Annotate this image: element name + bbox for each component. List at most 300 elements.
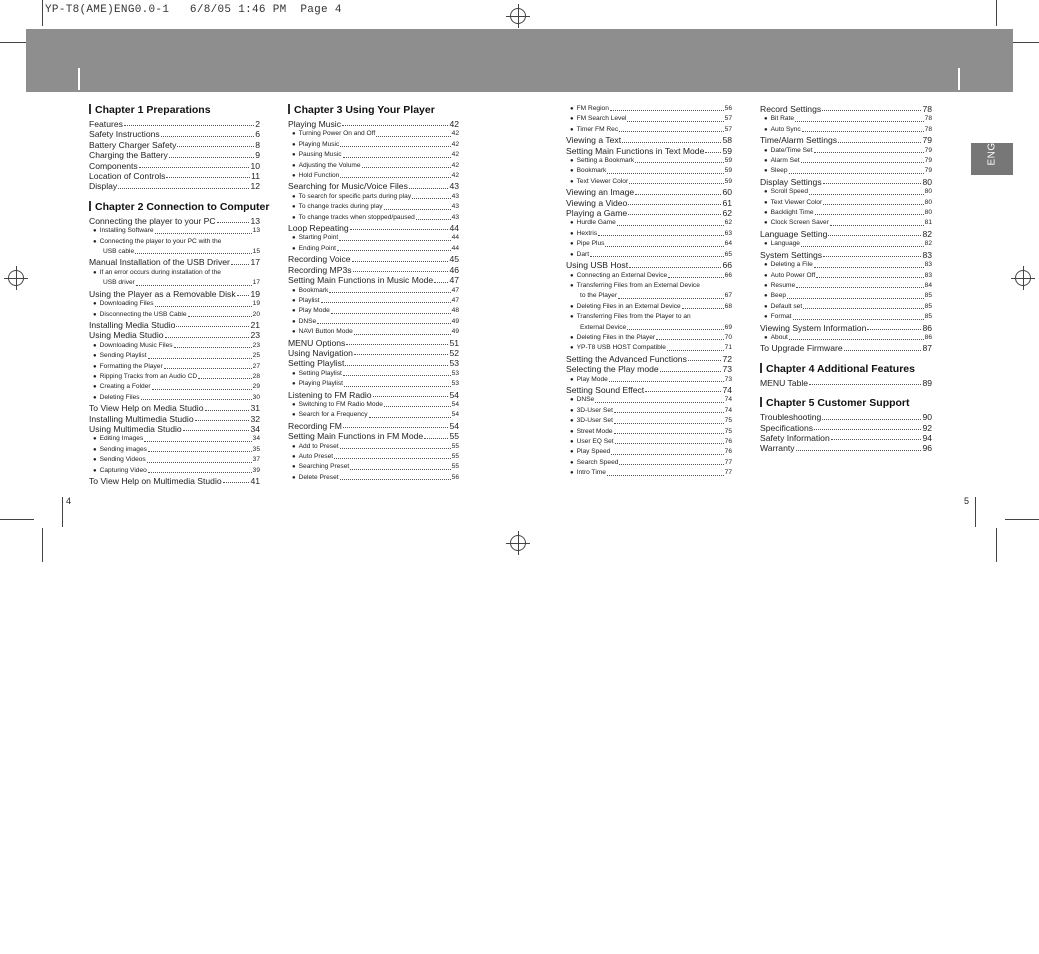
- toc-page-number: 59: [724, 167, 732, 175]
- toc-entry-title: Features: [89, 119, 123, 129]
- toc-entry-title: Safety Information: [760, 432, 830, 443]
- leader-dots: [809, 384, 921, 385]
- toc-page-number: 94: [922, 432, 932, 443]
- toc-entry[interactable]: [288, 421, 459, 431]
- toc-entry-title: Searching for Music/Voice Files: [288, 181, 408, 192]
- leader-dots: [343, 157, 451, 158]
- toc-page-number: 28: [252, 372, 260, 380]
- leader-dots: [802, 131, 924, 132]
- crop-mark: [975, 497, 976, 527]
- toc-entry-title: ● Deleting Files in the Player: [570, 333, 655, 343]
- toc-entry-title: ● Text Viewer Color: [570, 177, 628, 187]
- toc-entry[interactable]: [288, 338, 459, 348]
- chapter-heading: [89, 200, 270, 213]
- leader-dots: [198, 378, 252, 379]
- toc-entry[interactable]: [760, 423, 932, 433]
- leader-dots: [809, 194, 924, 195]
- toc-entry[interactable]: [288, 275, 459, 285]
- toc-page-number: 43: [449, 181, 459, 192]
- toc-subentry[interactable]: [89, 362, 260, 372]
- toc-entry[interactable]: [89, 424, 260, 434]
- toc-entry[interactable]: [288, 348, 459, 358]
- toc-entry[interactable]: [89, 476, 260, 486]
- chapter-marker: [89, 201, 91, 211]
- toc-entry[interactable]: [760, 433, 932, 443]
- toc-subentry[interactable]: [566, 323, 732, 333]
- toc-subentry[interactable]: [566, 166, 732, 176]
- toc-page-number: 42: [449, 119, 459, 129]
- toc-page-number: 53: [449, 358, 459, 369]
- toc-subentry[interactable]: [288, 306, 459, 316]
- leader-dots: [622, 142, 721, 143]
- toc-page-number: 13: [252, 227, 260, 235]
- chapter-marker: [89, 104, 91, 114]
- toc-subentry[interactable]: [566, 177, 732, 187]
- toc-entry-title: Recording FM: [288, 420, 342, 431]
- toc-entry-title: Troubleshooting: [760, 412, 822, 423]
- print-header: YP-T8(AME)ENG0.0-1 6/8/05 1:46 PM Page 4: [45, 4, 342, 16]
- toc-page-number: 6: [255, 129, 260, 140]
- toc-entry[interactable]: [89, 119, 260, 129]
- toc-entry-title: Viewing a Video: [566, 197, 628, 208]
- toc-entry[interactable]: [566, 146, 732, 156]
- toc-entry[interactable]: [89, 403, 260, 413]
- toc-page-number: 59: [724, 157, 732, 165]
- toc-page-number: 65: [724, 250, 732, 258]
- toc-subentry[interactable]: [288, 452, 459, 462]
- toc-subentry[interactable]: [760, 291, 932, 301]
- toc-subentry[interactable]: [760, 239, 932, 249]
- toc-entry-title: ● To change tracks when stopped/paused: [292, 213, 415, 223]
- toc-page-number: 85: [924, 292, 932, 300]
- toc-entry[interactable]: [89, 330, 260, 340]
- toc-page-number: 59: [722, 145, 732, 156]
- toc-subentry[interactable]: [89, 372, 260, 382]
- toc-page-number: 67: [724, 292, 732, 300]
- leader-dots: [823, 204, 923, 205]
- toc-page-number: 54: [451, 400, 459, 408]
- toc-subentry[interactable]: [288, 129, 459, 139]
- toc-entry-title: Using Media Studio: [89, 330, 164, 341]
- toc-subentry[interactable]: [566, 291, 732, 301]
- leader-dots: [614, 423, 724, 424]
- toc-subentry[interactable]: [566, 218, 732, 228]
- toc-entry[interactable]: [760, 323, 932, 333]
- toc-page-number: 55: [451, 453, 459, 460]
- toc-subentry[interactable]: [760, 333, 932, 343]
- toc-subentry[interactable]: [760, 271, 932, 281]
- page-number-right: 5: [964, 496, 970, 506]
- leader-dots: [667, 350, 724, 351]
- leader-dots: [795, 121, 924, 122]
- leader-dots: [144, 441, 251, 442]
- toc-entry-title: ● FM Region: [570, 104, 609, 114]
- toc-page-number: 79: [924, 146, 932, 154]
- toc-entry[interactable]: [288, 119, 459, 129]
- toc-subentry[interactable]: [288, 161, 459, 171]
- toc-subentry-line: ● Transferring Files from an External Device: [566, 281, 732, 291]
- toc-entry[interactable]: [566, 354, 732, 364]
- toc-entry[interactable]: [89, 216, 260, 226]
- toc-page-number: 49: [451, 317, 459, 325]
- toc-entry-title: ● Street Mode: [570, 427, 613, 437]
- leader-dots: [343, 427, 448, 428]
- toc-subentry[interactable]: [566, 375, 732, 385]
- toc-subentry[interactable]: [89, 445, 260, 455]
- toc-page-number: 34: [250, 423, 260, 434]
- toc-page-number: 74: [722, 384, 732, 395]
- toc-entry-title: ● Starting Point: [292, 233, 338, 243]
- leader-dots: [350, 229, 449, 230]
- leader-dots: [152, 389, 252, 390]
- toc-entry[interactable]: [89, 140, 260, 150]
- toc-subentry[interactable]: [288, 410, 459, 420]
- leader-dots: [629, 267, 721, 268]
- toc-subentry[interactable]: [288, 192, 459, 202]
- toc-entry[interactable]: [760, 378, 932, 388]
- toc-entry[interactable]: [566, 260, 732, 270]
- chapter-title: Chapter 4 Additional Features: [766, 362, 915, 375]
- toc-entry[interactable]: [760, 343, 932, 353]
- toc-page-number: 55: [451, 442, 459, 450]
- leader-dots: [796, 287, 923, 288]
- toc-subentry[interactable]: [288, 296, 459, 306]
- leader-dots: [611, 454, 723, 455]
- toc-entry-title: MENU Table: [760, 377, 809, 388]
- toc-page-number: 79: [922, 135, 932, 146]
- toc-subentry[interactable]: [89, 310, 260, 320]
- toc-entry-title: Installing Media Studio: [89, 319, 176, 330]
- toc-entry-title: External Device: [580, 323, 627, 331]
- toc-entry[interactable]: [760, 412, 932, 422]
- crop-mark: [62, 497, 63, 527]
- toc-page-number: 81: [924, 219, 932, 227]
- toc-subentry[interactable]: [288, 473, 459, 483]
- toc-entry-title: ● Deleting Files in an External Device: [570, 302, 681, 312]
- toc-subentry[interactable]: [566, 447, 732, 457]
- toc-subentry-line: ● Transferring Files from the Player to an: [566, 312, 732, 322]
- toc-subentry[interactable]: [566, 458, 732, 468]
- toc-subentry[interactable]: [89, 382, 260, 392]
- toc-page-number: 20: [252, 310, 260, 318]
- toc-entry[interactable]: [288, 254, 459, 264]
- toc-entry[interactable]: [89, 129, 260, 139]
- toc-page-number: 17: [252, 279, 260, 287]
- toc-page-number: 2: [255, 119, 260, 129]
- registration-mark-icon: [506, 531, 530, 555]
- toc-entry[interactable]: [89, 414, 260, 424]
- leader-dots: [614, 433, 724, 434]
- language-tab-label: ENG: [986, 142, 998, 166]
- leader-dots: [838, 142, 921, 143]
- toc-subentry[interactable]: [566, 271, 732, 281]
- leader-dots: [169, 157, 254, 158]
- toc-subentry[interactable]: [566, 125, 732, 135]
- leader-dots: [705, 152, 721, 153]
- toc-page-number: 83: [924, 271, 932, 279]
- toc-page-number: 77: [724, 458, 732, 466]
- toc-page-number: 84: [924, 281, 932, 289]
- toc-page-number: 44: [451, 244, 459, 252]
- toc-subentry[interactable]: [288, 462, 459, 472]
- toc-subentry[interactable]: [566, 333, 732, 343]
- toc-entry[interactable]: [566, 364, 732, 374]
- crop-mark: [1005, 519, 1039, 520]
- toc-page-number: 13: [250, 215, 260, 226]
- toc-entry-title: ● NAVI Button Mode: [292, 327, 353, 337]
- toc-subentry[interactable]: [288, 286, 459, 296]
- leader-dots: [346, 344, 448, 345]
- toc-subentry[interactable]: [760, 302, 932, 312]
- toc-page-number: 56: [451, 473, 459, 481]
- toc-subentry[interactable]: [760, 218, 932, 228]
- toc-entry[interactable]: [89, 171, 260, 181]
- toc-subentry[interactable]: [566, 229, 732, 239]
- toc-entry[interactable]: [760, 177, 932, 187]
- toc-subentry[interactable]: [288, 233, 459, 243]
- toc-entry-title: ● Play Mode: [292, 306, 330, 316]
- toc-subentry[interactable]: [288, 400, 459, 410]
- toc-subentry[interactable]: [760, 114, 932, 124]
- language-tab: [971, 143, 1013, 175]
- toc-page-number: 57: [724, 125, 732, 133]
- toc-page-number: 54: [449, 420, 459, 431]
- leader-dots: [590, 256, 724, 257]
- toc-page-number: 66: [724, 271, 732, 279]
- toc-entry[interactable]: [760, 135, 932, 145]
- toc-page-number: 27: [252, 362, 260, 370]
- toc-subentry[interactable]: [288, 213, 459, 223]
- leader-dots: [353, 271, 449, 272]
- leader-dots: [816, 277, 923, 278]
- toc-subentry[interactable]: [288, 442, 459, 452]
- toc-page-number: 64: [724, 240, 732, 248]
- toc-page-number: 12: [250, 181, 260, 192]
- leader-dots: [174, 347, 252, 348]
- leader-dots: [831, 439, 922, 440]
- toc-entry[interactable]: [288, 358, 459, 368]
- toc-page-number: 83: [924, 261, 932, 269]
- toc-subentry[interactable]: [566, 114, 732, 124]
- leader-dots: [321, 302, 451, 303]
- toc-entry-title: To Upgrade Firmware: [760, 343, 843, 354]
- toc-entry-title: ● YP-T8 USB HOST Compatible: [570, 343, 666, 353]
- toc-entry-title: ● Bookmark: [570, 166, 606, 176]
- toc-entry-title: ● DNSe: [292, 317, 316, 327]
- toc-entry-title: Playing Music: [288, 119, 342, 129]
- toc-entry[interactable]: [566, 187, 732, 197]
- toc-page-number: 80: [922, 176, 932, 187]
- toc-subentry[interactable]: [288, 202, 459, 212]
- toc-entry[interactable]: [89, 289, 260, 299]
- toc-page-number: 52: [449, 347, 459, 358]
- toc-entry-title: ● Language: [764, 239, 800, 249]
- toc-subentry[interactable]: [760, 125, 932, 135]
- toc-page-number: 42: [451, 140, 459, 148]
- leader-dots: [615, 443, 724, 444]
- leader-dots: [354, 354, 448, 355]
- toc-entry-title: ● User EQ Set: [570, 437, 614, 447]
- toc-subentry[interactable]: [288, 140, 459, 150]
- chapter-title: Chapter 5 Customer Support: [766, 397, 910, 410]
- toc-entry-title: ● To change tracks during play: [292, 202, 383, 212]
- toc-entry[interactable]: [566, 385, 732, 395]
- leader-dots: [619, 464, 723, 465]
- toc-subentry[interactable]: [288, 317, 459, 327]
- toc-subentry[interactable]: [566, 468, 732, 478]
- toc-subentry[interactable]: [288, 171, 459, 181]
- leader-dots: [337, 250, 451, 251]
- toc-subentry[interactable]: [760, 156, 932, 166]
- toc-entry[interactable]: [566, 198, 732, 208]
- toc-entry-title: ● Playing Playlist: [292, 379, 343, 389]
- toc-entry-title: Using USB Host: [566, 260, 629, 271]
- toc-subentry[interactable]: [89, 341, 260, 351]
- leader-dots: [344, 386, 451, 387]
- toc-entry-title: Charging the Battery: [89, 150, 168, 161]
- toc-entry-title: ● Clock Screen Saver: [764, 218, 829, 228]
- toc-entry-title: ● Connecting an External Device: [570, 271, 667, 281]
- toc-subentry[interactable]: [288, 327, 459, 337]
- leader-dots: [688, 360, 722, 361]
- toc-subentry[interactable]: [760, 187, 932, 197]
- leader-dots: [867, 329, 921, 330]
- toc-subentry[interactable]: [288, 379, 459, 389]
- toc-subentry[interactable]: [760, 312, 932, 322]
- toc-subentry[interactable]: [89, 278, 260, 288]
- toc-entry[interactable]: [89, 181, 260, 191]
- toc-entry[interactable]: [89, 320, 260, 330]
- leader-dots: [803, 308, 924, 309]
- leader-dots: [635, 194, 721, 195]
- leader-dots: [656, 339, 724, 340]
- toc-entry-title: Specifications: [760, 422, 814, 433]
- toc-column-2: [288, 104, 459, 483]
- toc-entry[interactable]: [89, 161, 260, 171]
- leader-dots: [409, 188, 449, 189]
- toc-page-number: 48: [451, 307, 459, 315]
- toc-entry[interactable]: [760, 443, 932, 453]
- toc-entry[interactable]: [89, 150, 260, 160]
- registration-mark-icon: [506, 4, 530, 28]
- leader-dots: [195, 420, 250, 421]
- toc-subentry[interactable]: [566, 427, 732, 437]
- toc-entry[interactable]: [288, 181, 459, 191]
- toc-page-number: 72: [722, 353, 732, 364]
- toc-subentry[interactable]: [89, 299, 260, 309]
- toc-subentry[interactable]: [760, 146, 932, 156]
- toc-entry[interactable]: [288, 223, 459, 233]
- toc-entry[interactable]: [89, 257, 260, 267]
- toc-entry[interactable]: [288, 431, 459, 441]
- toc-subentry[interactable]: [288, 244, 459, 254]
- toc-subentry[interactable]: [566, 395, 732, 405]
- toc-entry[interactable]: [760, 229, 932, 239]
- toc-subentry[interactable]: [760, 198, 932, 208]
- chapter-marker: [760, 397, 762, 407]
- toc-page-number: 60: [722, 187, 732, 198]
- toc-entry-title: Playing a Game: [566, 208, 628, 219]
- toc-entry-title: ● Disconnecting the USB Cable: [93, 310, 187, 320]
- toc-subentry[interactable]: [566, 406, 732, 416]
- toc-entry-title: ● Play Speed: [570, 447, 610, 457]
- toc-subentry[interactable]: [760, 281, 932, 291]
- leader-dots: [424, 438, 448, 439]
- toc-subentry[interactable]: [89, 393, 260, 403]
- band-tick: [958, 68, 960, 90]
- toc-entry[interactable]: [288, 390, 459, 400]
- toc-page-number: 85: [924, 302, 932, 310]
- toc-page-number: 10: [250, 160, 260, 171]
- toc-subentry[interactable]: [288, 369, 459, 379]
- leader-dots: [124, 125, 254, 126]
- toc-subentry[interactable]: [89, 434, 260, 444]
- leader-dots: [823, 183, 922, 184]
- toc-entry-title: Battery Charger Safety: [89, 139, 177, 150]
- toc-subentry[interactable]: [89, 466, 260, 476]
- toc-subentry[interactable]: [760, 208, 932, 218]
- toc-entry-title: Location of Controls: [89, 171, 166, 182]
- toc-page-number: 42: [451, 172, 459, 180]
- toc-entry-title: to the Player: [580, 292, 618, 300]
- toc-entry[interactable]: [566, 135, 732, 145]
- toc-page-number: 55: [449, 431, 459, 442]
- toc-entry[interactable]: [760, 104, 932, 114]
- toc-entry[interactable]: [288, 265, 459, 275]
- toc-subentry[interactable]: [89, 226, 260, 236]
- leader-dots: [609, 381, 724, 382]
- toc-page-number: 80: [924, 209, 932, 217]
- toc-subentry[interactable]: [89, 247, 260, 257]
- toc-page-number: 47: [449, 275, 459, 286]
- leader-dots: [660, 371, 722, 372]
- toc-subentry[interactable]: [566, 239, 732, 249]
- leader-dots: [148, 358, 252, 359]
- toc-subentry[interactable]: [566, 250, 732, 260]
- toc-subentry[interactable]: [566, 302, 732, 312]
- toc-page-number: 47: [451, 296, 459, 304]
- leader-dots: [814, 152, 924, 153]
- toc-entry-title: ● Search for a Frequency: [292, 410, 368, 420]
- leader-dots: [223, 482, 250, 483]
- leader-dots: [801, 162, 924, 163]
- toc-entry[interactable]: [760, 250, 932, 260]
- leader-dots: [339, 240, 450, 241]
- toc-entry-title: ● Timer FM Rec: [570, 125, 618, 135]
- toc-subentry[interactable]: [566, 343, 732, 353]
- toc-page-number: 74: [724, 396, 732, 404]
- toc-page-number: 46: [449, 264, 459, 275]
- toc-subentry[interactable]: [760, 166, 932, 176]
- toc-entry[interactable]: [566, 208, 732, 218]
- toc-subentry[interactable]: [566, 156, 732, 166]
- toc-page-number: 87: [922, 343, 932, 354]
- toc-entry-title: ● Searching Preset: [292, 462, 349, 472]
- toc-entry-title: Using Navigation: [288, 347, 353, 358]
- leader-dots: [141, 399, 252, 400]
- chapter-title: Chapter 1 Preparations: [95, 104, 211, 116]
- toc-subentry[interactable]: [566, 104, 732, 114]
- toc-subentry[interactable]: [760, 260, 932, 270]
- toc-page-number: 85: [924, 313, 932, 321]
- toc-subentry[interactable]: [89, 351, 260, 361]
- toc-subentry[interactable]: [566, 437, 732, 447]
- toc-subentry[interactable]: [89, 455, 260, 465]
- toc-entry-title: ● Delete Preset: [292, 473, 339, 483]
- toc-subentry[interactable]: [288, 150, 459, 160]
- toc-entry-title: Setting Main Functions in FM Mode: [288, 431, 424, 442]
- toc-subentry[interactable]: [566, 416, 732, 426]
